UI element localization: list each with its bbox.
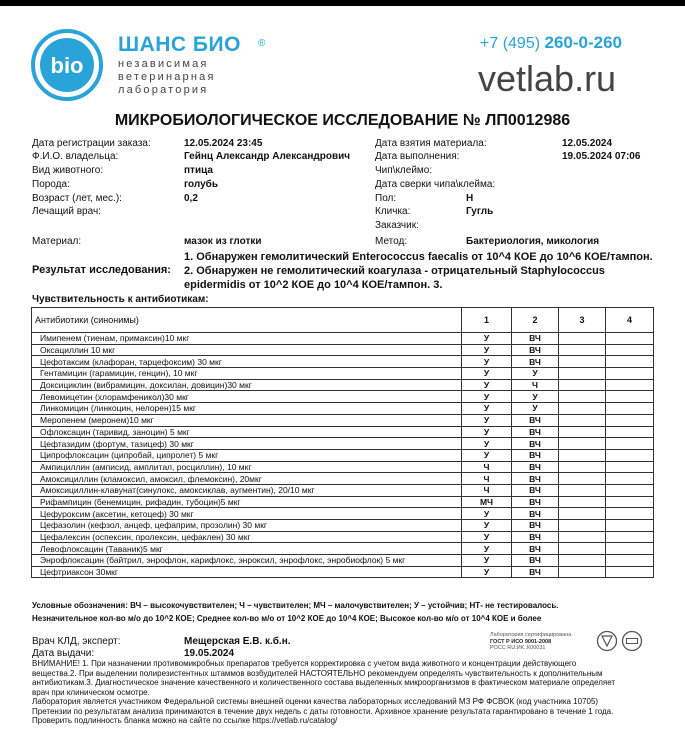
column-header-4: 4: [606, 308, 654, 333]
result-cell-2: ВЧ: [512, 344, 559, 356]
antibiotic-name-cell: Цефуроксим (аксетин, кетоцеф) 30 мкг: [32, 508, 462, 520]
result-cell-4: [606, 426, 654, 438]
result-cell-3: [559, 449, 606, 461]
bio-logo-icon: [31, 29, 103, 101]
result-cell-1: Ч: [462, 473, 512, 485]
table-row: [32, 449, 654, 461]
notice-line: антибиотикам.3. Диагностическое значение качественного и количественного состава выделенных микроорганизмов в фактическом материале определяет: [32, 678, 616, 687]
result-cell-4: [606, 391, 654, 403]
logo-text: bio: [50, 53, 84, 78]
method-value: Бактериология, микология: [466, 236, 600, 247]
table-row: [32, 531, 654, 543]
result-cell-2: У: [512, 391, 559, 403]
result-cell-2: ВЧ: [512, 543, 559, 555]
info-label-done-date: Дата выполнения:: [375, 151, 460, 162]
result-cell-3: [559, 555, 606, 567]
column-header-antibiotic: Антибиотики (синонимы): [32, 308, 462, 333]
result-cell-3: [559, 566, 606, 578]
info-value-sex: Н: [466, 193, 474, 204]
result-cell-4: [606, 461, 654, 473]
page-title: МИКРОБИОЛОГИЧЕСКОЕ ИССЛЕДОВАНИЕ № ЛП0012986: [114, 112, 571, 129]
notice-line: ВНИМАНИЕ! 1. При назначении противомикробных препаратов требуется корректировка с учетом вида животного и концентрации действующего: [32, 659, 577, 668]
result-cell-3: [559, 473, 606, 485]
antibiotic-name-cell: Офлоксацин (таривид, заноцин) 5 мкг: [32, 426, 462, 438]
notice-line: вещества.2. При выделении полирезистентных штаммов возбудителей НАСТОЯТЕЛЬНО рекомендуем определять чувствительность к дополнительным: [32, 668, 603, 678]
result-cell-3: [559, 356, 606, 368]
result-cell-4: [606, 368, 654, 380]
result-cell-3: [559, 543, 606, 555]
info-label-species: Вид животного:: [32, 165, 104, 176]
result-cell-2: ВЧ: [512, 555, 559, 567]
phone[interactable]: [480, 33, 622, 53]
antibiotic-name-cell: Энрофлоксацин (байтрил, энрофлон, карифлокс, энроксил, энрофлокс, энробиофлок) 5 мкг: [32, 555, 462, 567]
antibiotics-table: [31, 307, 654, 578]
result-cell-1: У: [462, 333, 512, 345]
notice-line: Проверить подлинность бланка можно на сайте по ссылке https://vetlab.ru/catalog/: [32, 716, 338, 725]
result-cell-4: [606, 496, 654, 508]
antibiotic-name-cell: Цефазолин (кефзол, анцеф, цефаприм, прозолин) 30 мкг: [32, 520, 462, 532]
notice-block: [32, 659, 662, 726]
result-cell-2: ВЧ: [512, 566, 559, 578]
result-cell-3: [559, 368, 606, 380]
result-cell-1: У: [462, 368, 512, 380]
column-header-1: 1: [462, 308, 512, 333]
antibiotic-name-cell: Имипенем (тиенам, примаксин)10 мкг: [32, 333, 462, 345]
result-cell-2: ВЧ: [512, 449, 559, 461]
table-row: [32, 508, 654, 520]
result-cell-1: У: [462, 520, 512, 532]
result-cell-3: [559, 461, 606, 473]
table-row: [32, 520, 654, 532]
antibiotic-name-cell: Доксициклин (вибрамицин, доксилан, довицин)30 мкг: [32, 379, 462, 391]
table-row: [32, 414, 654, 426]
antibiotic-name-cell: Левомицетин (хлорамфеникол)30 мкг: [32, 391, 462, 403]
rst-certification-icon: [596, 630, 618, 652]
result-cell-1: У: [462, 356, 512, 368]
sensitivity-label: Чувствительность к антибиотикам:: [32, 294, 209, 305]
result-cell-1: У: [462, 508, 512, 520]
result-cell-3: [559, 403, 606, 415]
antibiotic-name-cell: Рифампицин (бенемицин, рифадин, тубоцин)5 мкг: [32, 496, 462, 508]
result-cell-2: ВЧ: [512, 414, 559, 426]
cert-line-1: Лаборатория сертифицирована: [490, 632, 572, 638]
antibiotic-name-cell: Меропенем (меронем)10 мкг: [32, 414, 462, 426]
result-cell-1: У: [462, 566, 512, 578]
result-cell-4: [606, 344, 654, 356]
doctor-label: Врач КЛД, эксперт:: [32, 636, 121, 647]
result-cell-1: У: [462, 414, 512, 426]
info-label-doctor: Лечащий врач:: [32, 206, 101, 217]
column-header-2: 2: [512, 308, 559, 333]
info-label-sample-date: Дата взятия материала:: [375, 138, 487, 149]
table-row: [32, 403, 654, 415]
info-label-reg-date: Дата регистрации заказа:: [32, 138, 151, 149]
table-header-row: [32, 308, 654, 333]
result-cell-1: У: [462, 403, 512, 415]
material-value: мазок из глотки: [184, 236, 262, 247]
table-row: [32, 566, 654, 578]
table-row: [32, 391, 654, 403]
iso-certification-icon: [621, 630, 643, 652]
result-cell-2: ВЧ: [512, 461, 559, 473]
issue-date-value: 19.05.2024: [184, 648, 235, 659]
result-cell-4: [606, 473, 654, 485]
result-cell-2: ВЧ: [512, 426, 559, 438]
result-cell-1: У: [462, 426, 512, 438]
notice-line: Лаборатория является участником Федеральной системы внешней оценки качества лабораторных исследований МЗ РФ ФСВОК (код участника 10705): [32, 697, 599, 706]
result-cell-2: У: [512, 403, 559, 415]
antibiotic-name-cell: Гентамицин (гарамицин, генцин), 10 мкг: [32, 368, 462, 380]
info-value-nickname: Гугль: [466, 206, 494, 217]
antibiotic-name-cell: Цефотаксим (клафоран, тарцефоксим) 30 мкг: [32, 356, 462, 368]
info-label-owner: Ф.И.О. владельца:: [32, 151, 119, 162]
result-cell-4: [606, 484, 654, 496]
table-row: [32, 543, 654, 555]
table-row: [32, 555, 654, 567]
column-header-3: 3: [559, 308, 606, 333]
result-cell-1: У: [462, 391, 512, 403]
info-value-sample-date: 12.05.2024: [562, 138, 613, 149]
info-label-age: Возраст (лет, мес.):: [32, 193, 122, 204]
brand-subtitle-2: ветеринарная: [118, 71, 216, 83]
antibiotic-name-cell: Левофлоксацин (Таваник)5 мкг: [32, 543, 462, 555]
method-label: Метод:: [375, 236, 408, 247]
result-cell-4: [606, 403, 654, 415]
result-cell-3: [559, 333, 606, 345]
result-cell-1: МЧ: [462, 496, 512, 508]
info-label-chip-check: Дата сверки чипа\клейма:: [375, 179, 496, 190]
result-cell-4: [606, 508, 654, 520]
info-value-reg-date: 12.05.2024 23:45: [184, 138, 263, 149]
table-row: [32, 461, 654, 473]
brand-subtitle-3: лаборатория: [118, 84, 209, 96]
table-row: [32, 344, 654, 356]
legend-line-1: Условные обозначения: ВЧ – высокочувствителен; Ч – чувствителен; МЧ – малочувствителен; У – устойчив; НТ- не тестировалось.: [32, 601, 559, 610]
result-cell-4: [606, 438, 654, 450]
notice-line: Претензии по результатам анализа принимаются в течение двух недель с даты готовности. Архивное хранение результата гарантировано в течение 1 года.: [32, 706, 614, 716]
doctor-value: Мещерская Е.В. к.б.н.: [184, 636, 291, 647]
result-cell-1: У: [462, 543, 512, 555]
legend-line-2: Незначительное кол-во м/о до 10^2 КОЕ; Среднее кол-во м/о от 10^2 КОЕ до 10^4 КОЕ; Высокое кол-во м/о от 10^4 КОЕ и более: [32, 614, 542, 623]
certification-block: [490, 632, 590, 652]
table-row: [32, 356, 654, 368]
antibiotic-name-cell: Цефтазидим (фортум, тазицеф) 30 мкг: [32, 438, 462, 450]
brand-registered-mark: ®: [258, 38, 266, 49]
info-value-breed: голубь: [184, 179, 218, 190]
result-cell-4: [606, 566, 654, 578]
info-label-breed: Порода:: [32, 179, 70, 190]
result-cell-1: У: [462, 438, 512, 450]
antibiotic-name-cell: Линкомицин (линкоцин, нелорен)15 мкг: [32, 403, 462, 415]
result-cell-2: ВЧ: [512, 520, 559, 532]
table-row: [32, 426, 654, 438]
cert-line-3: РОСС RU.ИК..К00031: [490, 645, 546, 651]
table-row: [32, 379, 654, 391]
info-value-owner: Гейнц Александр Александрович: [184, 151, 351, 162]
antibiotic-name-cell: Амоксициллин-клавунат(синулокс, амоксиклав, аугментин), 20/10 мкг: [32, 484, 462, 496]
result-cell-2: ВЧ: [512, 356, 559, 368]
result-text: 1. Обнаружен гемолитический Enterococcus faecalis от 10^4 КОЕ до 10^6 КОЕ/тампон. 2. Обнаружен не гемолитический коагулаза - отрицательный Staphylococcus epidermidis от 10^2 КОЕ до 10^4 КОЕ/тампон. 3.: [184, 251, 653, 291]
result-cell-3: [559, 484, 606, 496]
result-cell-3: [559, 379, 606, 391]
result-cell-2: Ч: [512, 379, 559, 391]
top-border: [0, 0, 685, 6]
result-cell-4: [606, 333, 654, 345]
result-label: Результат исследования:: [32, 264, 171, 276]
result-cell-1: У: [462, 379, 512, 391]
table-row: [32, 496, 654, 508]
result-cell-4: [606, 543, 654, 555]
cert-line-2: ГОСТ Р ИСО 9001-2008: [490, 638, 552, 645]
result-cell-4: [606, 531, 654, 543]
result-cell-4: [606, 379, 654, 391]
result-cell-3: [559, 344, 606, 356]
phone-prefix: +7 (495): [480, 35, 541, 52]
antibiotic-name-cell: Цефалексин (оспексин, пролексин, цефаклен) 30 мкг: [32, 531, 462, 543]
result-cell-4: [606, 555, 654, 567]
antibiotic-name-cell: Ципрофлоксацин (ципробай, ципролет) 5 мкг: [32, 449, 462, 461]
result-cell-3: [559, 414, 606, 426]
result-cell-1: Ч: [462, 461, 512, 473]
table-row: [32, 368, 654, 380]
info-label-nickname: Кличка:: [375, 206, 411, 217]
result-cell-2: ВЧ: [512, 473, 559, 485]
info-label-chip: Чип\клеймо:: [375, 165, 433, 176]
brand-name: ШАНС БИО: [118, 33, 241, 56]
table-row: [32, 438, 654, 450]
result-cell-2: У: [512, 368, 559, 380]
result-cell-3: [559, 508, 606, 520]
result-cell-1: У: [462, 449, 512, 461]
material-label: Материал:: [32, 236, 82, 247]
result-cell-4: [606, 356, 654, 368]
result-cell-2: ВЧ: [512, 508, 559, 520]
antibiotic-name-cell: Цефтриаксон 30мкг: [32, 566, 462, 578]
result-cell-4: [606, 449, 654, 461]
result-cell-1: Ч: [462, 484, 512, 496]
table-row: [32, 333, 654, 345]
brand-subtitle-1: независимая: [118, 58, 209, 70]
result-cell-3: [559, 531, 606, 543]
antibiotic-name-cell: Амоксициллин (кламоксил, амоксил, флемоксин), 20мкг: [32, 473, 462, 485]
result-cell-2: ВЧ: [512, 438, 559, 450]
website-link[interactable]: vetlab.ru: [478, 58, 617, 99]
result-cell-4: [606, 414, 654, 426]
result-cell-2: ВЧ: [512, 531, 559, 543]
result-cell-1: У: [462, 531, 512, 543]
result-cell-2: ВЧ: [512, 496, 559, 508]
table-row: [32, 484, 654, 496]
notice-line: врач при клиническом осмотре.: [32, 687, 150, 697]
result-cell-3: [559, 426, 606, 438]
result-cell-3: [559, 391, 606, 403]
antibiotic-name-cell: Ампициллин (амписид, амплитал, росциллин), 10 мкг: [32, 461, 462, 473]
result-cell-1: У: [462, 555, 512, 567]
info-label-customer: Заказчик:: [375, 220, 419, 231]
info-label-sex: Пол:: [375, 193, 397, 204]
info-value-done-date: 19.05.2024 07:06: [562, 151, 641, 162]
info-value-age: 0,2: [184, 193, 198, 204]
result-cell-1: У: [462, 344, 512, 356]
issue-date-label: Дата выдачи:: [32, 648, 95, 659]
result-cell-4: [606, 520, 654, 532]
info-value-species: птица: [184, 165, 213, 176]
phone-number: 260-0-260: [544, 33, 623, 52]
result-cell-2: ВЧ: [512, 484, 559, 496]
result-cell-3: [559, 496, 606, 508]
antibiotic-name-cell: Оксациллин 10 мкг: [32, 344, 462, 356]
table-row: [32, 473, 654, 485]
result-cell-3: [559, 438, 606, 450]
result-cell-2: ВЧ: [512, 333, 559, 345]
result-cell-3: [559, 520, 606, 532]
